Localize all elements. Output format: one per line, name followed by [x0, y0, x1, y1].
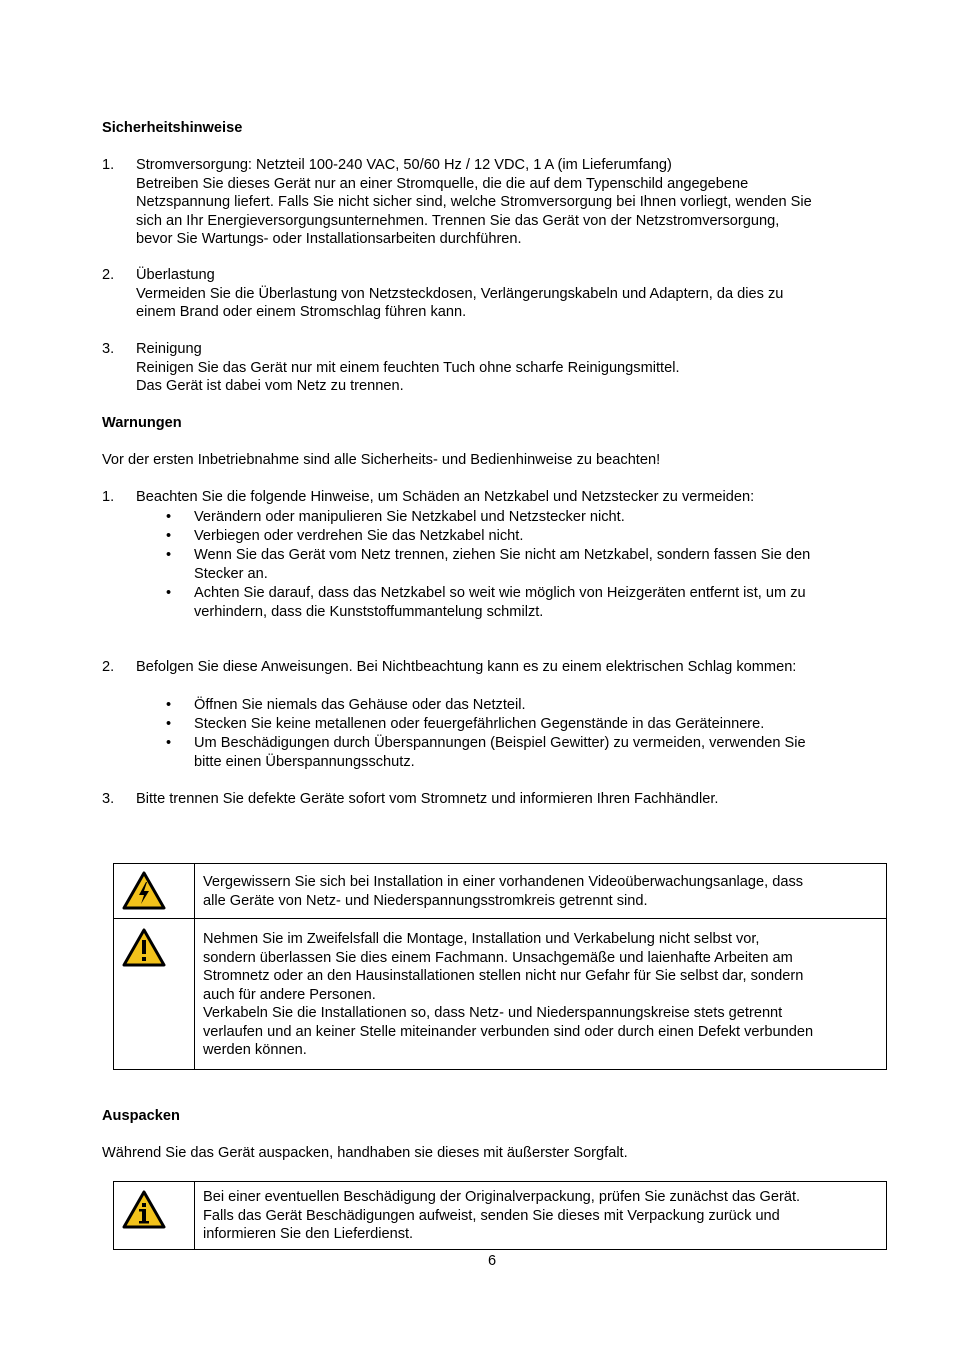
bullet-line: Verändern oder manipulieren Sie Netzkabel und Netzstecker nicht.	[194, 509, 625, 525]
safety-item-1-line: Betreiben Sie dieses Gerät nur an einer Stromquelle, die die auf dem Typenschild angegebene	[136, 175, 749, 192]
warnings-intro: Vor der ersten Inbetriebnahme sind alle Sicherheits- und Bedienhinweise zu beachten!	[102, 452, 661, 468]
safety-item-2-line: einem Brand oder einem Stromschlag führen kann.	[136, 304, 467, 320]
bullet-line: Wenn Sie das Gerät vom Netz trennen, ziehen Sie nicht am Netzkabel, sondern fassen Sie den	[194, 547, 811, 563]
notice-row-1-text	[203, 873, 880, 910]
notice-line: werden können.	[203, 1042, 307, 1058]
notice-line: informieren Sie den Lieferdienst.	[203, 1226, 414, 1242]
notice-line: verlaufen und an keiner Stelle miteinander verbunden sind oder durch einen Defekt verbunden	[203, 1023, 814, 1040]
safety-item-2-line: Überlastung	[136, 267, 215, 283]
notice-line: sondern überlassen Sie dies einem Fachmann. Unsachgemäße und laienhafte Arbeiten am	[203, 949, 793, 966]
warning-item-2-line: Befolgen Sie diese Anweisungen. Bei Nichtbeachtung kann es zu einem elektrischen Schlag kommen:	[136, 659, 797, 675]
safety-item-2-line: Vermeiden Sie die Überlastung von Netzsteckdosen, Verlängerungskabeln und Adaptern, da dies zu	[136, 285, 784, 302]
notice-line: Vergewissern Sie sich bei Installation in einer vorhandenen Videoüberwachungsanlage, dass	[203, 874, 804, 890]
heading-unpacking: Auspacken	[102, 1108, 180, 1124]
bullet: •	[166, 528, 172, 544]
safety-item-3-number: 3.	[102, 341, 115, 357]
bullet: •	[166, 509, 172, 525]
bullet-line: Achten Sie darauf, dass das Netzkabel so weit wie möglich von Heizgeräten entfernt ist, um zu	[194, 585, 806, 601]
warning-1-bullet-2	[194, 527, 884, 546]
safety-item-1-text	[136, 156, 886, 249]
bullet-line: bitte einen Überspannungsschutz.	[194, 753, 415, 770]
notice-line: Falls das Gerät Beschädigungen aufweist, senden Sie dieses mit Verpackung zurück und	[203, 1207, 780, 1224]
warning-item-1-text	[136, 488, 886, 507]
safety-item-1-line: Stromversorgung: Netzteil 100-240 VAC, 50/60 Hz / 12 VDC, 1 A (im Lieferumfang)	[136, 157, 672, 173]
bullet: •	[166, 716, 172, 732]
unpacking-notice	[113, 1181, 887, 1250]
bullet-line: Um Beschädigungen durch Überspannungen (Beispiel Gewitter) zu vermeiden, verwenden Sie	[194, 735, 806, 751]
warning-item-1-number: 1.	[102, 489, 115, 505]
bullet-line: Stecker an.	[194, 565, 268, 582]
notice-line: Stromnetz oder an den Hausinstallationen stellen nicht nur Gefahr für Sie selbst dar, sondern	[203, 968, 804, 984]
bullet-line: Öffnen Sie niemals das Gehäuse oder das Netzteil.	[194, 697, 526, 713]
warning-1-bullet-1	[194, 508, 884, 527]
bullet: •	[166, 735, 172, 751]
unpacking-notice-text	[203, 1188, 880, 1244]
notice-line: Bei einer eventuellen Beschädigung der Originalverpackung, prüfen Sie zunächst das Gerät.	[203, 1189, 801, 1205]
safety-item-1-line: bevor Sie Wartungs- oder Installationsarbeiten durchführen.	[136, 231, 522, 247]
notice-line: auch für andere Personen.	[203, 986, 376, 1003]
heading-safety: Sicherheitshinweise	[102, 120, 243, 136]
safety-item-3-line: Reinigen Sie das Gerät nur mit einem feuchten Tuch ohne scharfe Reinigungsmittel.	[136, 359, 680, 376]
bullet-line: Verbiegen oder verdrehen Sie das Netzkabel nicht.	[194, 528, 524, 544]
bullet: •	[166, 547, 172, 563]
bullet: •	[166, 697, 172, 713]
safety-item-1-line: sich an Ihr Energieversorgungsunternehmen. Trennen Sie das Gerät von der Netzstromversorgung,	[136, 212, 780, 229]
bullet-line: verhindern, dass die Kunststoffummantelung schmilzt.	[194, 603, 544, 620]
page-number: 6	[487, 1253, 497, 1269]
notice-line: alle Geräte von Netz- und Niederspannungsstromkreis getrennt sind.	[203, 892, 648, 909]
warning-item-1-line: Beachten Sie die folgende Hinweise, um Schäden an Netzkabel und Netzstecker zu vermeiden:	[136, 489, 755, 505]
notice-row-divider	[114, 918, 886, 919]
high-voltage-warning-icon	[122, 871, 166, 911]
exclamation-warning-icon	[122, 928, 166, 968]
safety-item-3-line: Reinigung	[136, 341, 202, 357]
info-warning-icon	[122, 1190, 166, 1230]
safety-item-3-line: Das Gerät ist dabei vom Netz zu trennen.	[136, 378, 404, 394]
safety-item-1-line: Netzspannung liefert. Falls Sie nicht sicher sind, welche Stromversorgung bei Ihnen vorliegt, wenden Sie	[136, 194, 812, 210]
notice-table	[113, 863, 887, 1070]
warning-item-3-text	[136, 790, 886, 809]
heading-warnings: Warnungen	[102, 415, 182, 431]
warning-1-bullet-3	[194, 546, 884, 583]
warning-item-3-number: 3.	[102, 791, 115, 807]
warning-1-bullet-4	[194, 584, 884, 621]
warning-item-2-number: 2.	[102, 659, 115, 675]
notice-row-2-text	[203, 930, 880, 1060]
warning-2-bullet-1	[194, 696, 884, 715]
warning-2-bullet-3	[194, 734, 884, 771]
bullet-line: Stecken Sie keine metallenen oder feuergefährlichen Gegenstände in das Geräteinnere.	[194, 716, 765, 732]
safety-item-2-number: 2.	[102, 267, 115, 283]
notice-line: Verkabeln Sie die Installationen so, dass Netz- und Niederspannungskreise stets getrennt	[203, 1005, 783, 1021]
unpacking-text: Während Sie das Gerät auspacken, handhaben sie dieses mit äußerster Sorgfalt.	[102, 1145, 628, 1161]
safety-item-3-text	[136, 340, 886, 396]
bullet: •	[166, 585, 172, 601]
safety-item-1-number: 1.	[102, 157, 115, 173]
warning-item-3-line: Bitte trennen Sie defekte Geräte sofort vom Stromnetz und informieren Ihren Fachhändler.	[136, 791, 719, 807]
safety-item-2-text	[136, 266, 886, 322]
warning-2-bullet-2	[194, 715, 884, 734]
warning-item-2-text	[136, 658, 886, 677]
notice-line: Nehmen Sie im Zweifelsfall die Montage, Installation und Verkabelung nicht selbst vor,	[203, 931, 760, 947]
